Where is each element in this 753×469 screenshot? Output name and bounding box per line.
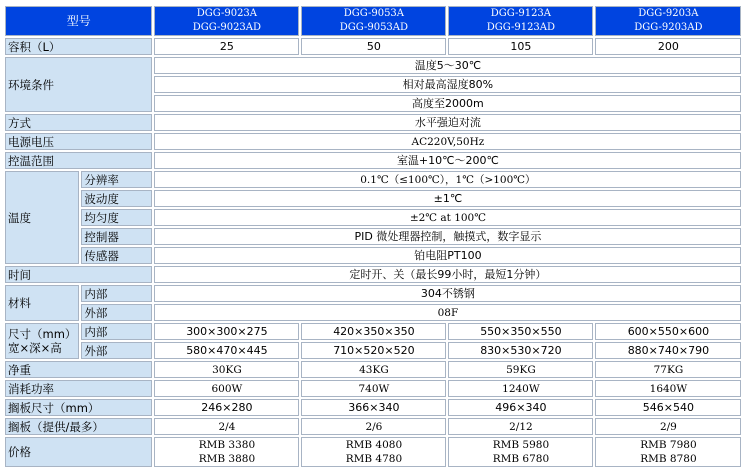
price-value-2: RMB 4080 RMB 4780 xyxy=(301,437,446,467)
size-external-2: 710×520×520 xyxy=(301,342,446,359)
consumption-row xyxy=(5,380,741,397)
temperature-value-2: ±1℃ xyxy=(154,190,741,207)
temp-range-row xyxy=(5,152,741,169)
timer-row xyxy=(5,266,741,283)
temperature-sub-label-3: 均匀度 xyxy=(81,209,152,226)
temperature-row-5 xyxy=(5,247,741,264)
weight-label: 净重 xyxy=(5,361,152,378)
weight-value-2: 43KG xyxy=(301,361,446,378)
material-value-1: 304不锈钢 xyxy=(154,285,741,302)
method-label: 方式 xyxy=(5,114,152,131)
price-value-3: RMB 5980 RMB 6780 xyxy=(448,437,593,467)
shelf-size-value-2: 366×340 xyxy=(301,399,446,416)
shelf-count-value-4: 2/9 xyxy=(595,418,741,435)
size-internal-1: 300×300×275 xyxy=(154,323,299,340)
size-internal-3: 550×350×550 xyxy=(448,323,593,340)
environment-label: 环境条件 xyxy=(5,57,152,112)
model-header-label: 型号 xyxy=(5,6,152,36)
weight-row xyxy=(5,361,741,378)
price-row xyxy=(5,437,741,467)
model-header-4: DGG-9203A DGG-9203AD xyxy=(595,6,741,36)
capacity-value-1: 25 xyxy=(154,38,299,55)
shelf-size-value-3: 496×340 xyxy=(448,399,593,416)
size-sub-label-1: 内部 xyxy=(81,323,152,340)
power-row xyxy=(5,133,741,150)
price-value-1: RMB 3380 RMB 3880 xyxy=(154,437,299,467)
shelf-size-row xyxy=(5,399,741,416)
material-row-1 xyxy=(5,285,741,302)
weight-value-1: 30KG xyxy=(154,361,299,378)
shelf-count-label: 搁板（提供/最多） xyxy=(5,418,152,435)
method-value: 水平强迫对流 xyxy=(154,114,741,131)
temperature-value-1: 0.1℃（≤100℃），1℃（>100℃） xyxy=(154,171,741,188)
temperature-label: 温度 xyxy=(5,171,79,264)
capacity-value-4: 200 xyxy=(595,38,741,55)
consumption-value-1: 600W xyxy=(154,380,299,397)
model-header-2: DGG-9053A DGG-9053AD xyxy=(301,6,446,36)
environment-row-1 xyxy=(5,57,741,74)
timer-label: 时间 xyxy=(5,266,152,283)
material-sub-label-2: 外部 xyxy=(81,304,152,321)
consumption-value-3: 1240W xyxy=(448,380,593,397)
model-header-1: DGG-9023A DGG-9023AD xyxy=(154,6,299,36)
capacity-label: 容积（L） xyxy=(5,38,152,55)
shelf-size-value-1: 246×280 xyxy=(154,399,299,416)
method-row xyxy=(5,114,741,131)
capacity-value-2: 50 xyxy=(301,38,446,55)
temperature-sub-label-5: 传感器 xyxy=(81,247,152,264)
shelf-count-value-3: 2/12 xyxy=(448,418,593,435)
shelf-count-value-1: 2/4 xyxy=(154,418,299,435)
model-header-3: DGG-9123A DGG-9123AD xyxy=(448,6,593,36)
timer-value: 定时开、关（最长99小时，最短1分钟） xyxy=(154,266,741,283)
temperature-sub-label-1: 分辨率 xyxy=(81,171,152,188)
size-row-2 xyxy=(5,342,741,359)
size-external-1: 580×470×445 xyxy=(154,342,299,359)
temp-range-label: 控温范围 xyxy=(5,152,152,169)
temperature-value-3: ±2℃ at 100℃ xyxy=(154,209,741,226)
spec-table xyxy=(3,4,743,469)
temperature-row-1 xyxy=(5,171,741,188)
shelf-size-value-4: 546×540 xyxy=(595,399,741,416)
temperature-value-5: 铂电阻PT100 xyxy=(154,247,741,264)
consumption-value-2: 740W xyxy=(301,380,446,397)
temperature-row-2 xyxy=(5,190,741,207)
price-value-4: RMB 7980 RMB 8780 xyxy=(595,437,741,467)
power-label: 电源电压 xyxy=(5,133,152,150)
weight-value-3: 59KG xyxy=(448,361,593,378)
size-internal-2: 420×350×350 xyxy=(301,323,446,340)
weight-value-4: 77KG xyxy=(595,361,741,378)
material-row-2 xyxy=(5,304,741,321)
temp-range-value: 室温+10℃～200℃ xyxy=(154,152,741,169)
shelf-size-label: 搁板尺寸（mm） xyxy=(5,399,152,416)
shelf-count-row xyxy=(5,418,741,435)
shelf-count-value-2: 2/6 xyxy=(301,418,446,435)
temperature-value-4: PID 微处理器控制，触摸式，数字显示 xyxy=(154,228,741,245)
size-external-4: 880×740×790 xyxy=(595,342,741,359)
consumption-label: 消耗功率 xyxy=(5,380,152,397)
size-sub-label-2: 外部 xyxy=(81,342,152,359)
environment-line-2: 相对最高湿度80% xyxy=(154,76,741,93)
capacity-value-3: 105 xyxy=(448,38,593,55)
size-label: 尺寸（mm） 宽×深×高 xyxy=(5,323,79,359)
temperature-row-4 xyxy=(5,228,741,245)
environment-line-3: 高度至2000m xyxy=(154,95,741,112)
material-sub-label-1: 内部 xyxy=(81,285,152,302)
power-value: AC220V,50Hz xyxy=(154,133,741,150)
temperature-sub-label-4: 控制器 xyxy=(81,228,152,245)
material-label: 材料 xyxy=(5,285,79,321)
price-label: 价格 xyxy=(5,437,152,467)
header-row xyxy=(5,6,741,36)
environment-line-1: 温度5～30℃ xyxy=(154,57,741,74)
capacity-row xyxy=(5,38,741,55)
temperature-sub-label-2: 波动度 xyxy=(81,190,152,207)
size-internal-4: 600×550×600 xyxy=(595,323,741,340)
size-external-3: 830×530×720 xyxy=(448,342,593,359)
temperature-row-3 xyxy=(5,209,741,226)
size-row-1 xyxy=(5,323,741,340)
material-value-2: 08F xyxy=(154,304,741,321)
consumption-value-4: 1640W xyxy=(595,380,741,397)
